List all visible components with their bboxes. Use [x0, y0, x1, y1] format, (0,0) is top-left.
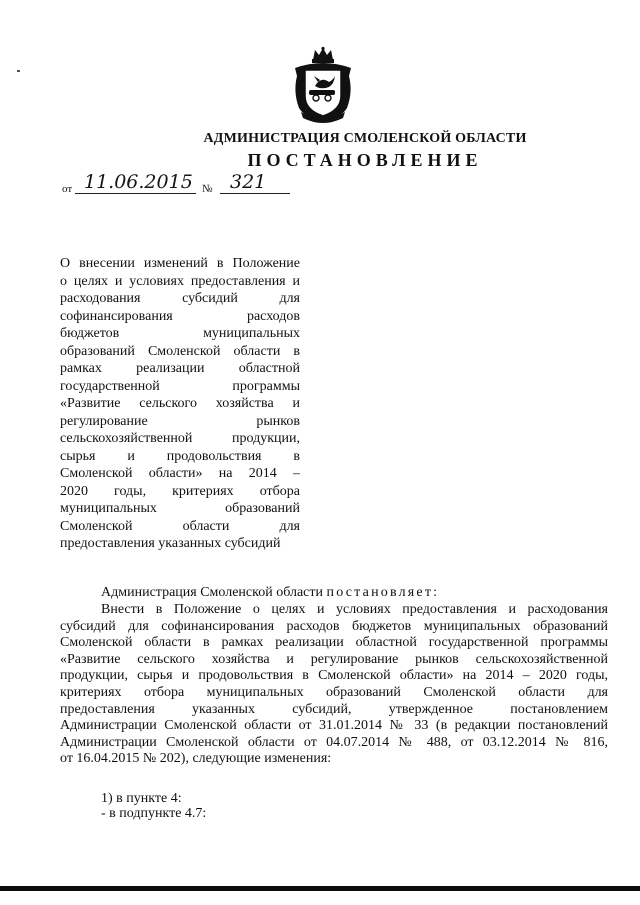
- body-paragraph: [60, 602, 608, 768]
- preamble-action: постановляет:: [326, 585, 440, 600]
- subject-line: софинансирования расходов: [60, 308, 300, 324]
- list-item: 1) в пункте 4:: [101, 791, 182, 806]
- body-line: Администрации Смоленской области от 04.07.2014 № 488, от 03.12.2014 № 816,: [60, 734, 608, 750]
- body-line: критериях отбора муниципальных образований Смоленской области для: [60, 684, 608, 700]
- organization-title: АДМИНИСТРАЦИЯ СМОЛЕНСКОЙ ОБЛАСТИ: [203, 131, 527, 146]
- subject-line: о целях и условиях предоставления и: [60, 273, 300, 289]
- subject-line: регулирование рынков: [60, 413, 300, 429]
- preamble: [101, 585, 439, 601]
- document-subject: [60, 255, 300, 553]
- subject-line: государственной программы: [60, 378, 300, 394]
- preamble-text: Администрация Смоленской области: [101, 585, 324, 600]
- body-line: продукции, сырья и продовольствия в Смоленской области» на 2014 – 2020 годы,: [60, 668, 608, 684]
- document-type-title: ПОСТАНОВЛЕНИЕ: [247, 150, 483, 170]
- handwritten-date: 11.06.2015: [84, 171, 193, 193]
- subject-line: Смоленской области для: [60, 518, 300, 534]
- subject-line: расходования субсидий для: [60, 291, 300, 306]
- subject-line: рамках реализации областной: [60, 361, 300, 376]
- subject-line: бюджетов муниципальных: [60, 326, 300, 341]
- body-line: предоставления указанных субсидий, утвержденное постановлением: [60, 701, 608, 717]
- body-line: Смоленской области в рамках реализации областной государственной программы: [60, 635, 608, 651]
- bottom-divider: [0, 886, 640, 891]
- body-line: «Развитие сельского хозяйства и регулирование рынков сельскохозяйственной: [60, 651, 608, 667]
- date-number-line: [62, 171, 302, 198]
- list-item: - в подпункте 4.7:: [101, 806, 207, 821]
- number-label: №: [202, 183, 213, 195]
- subject-line: сырья и продовольствия в: [60, 448, 300, 464]
- subject-line: «Развитие сельского хозяйства и: [60, 396, 300, 411]
- date-underline: [75, 193, 196, 194]
- subject-line: образований Смоленской области в: [60, 343, 300, 359]
- smolensk-coat-of-arms-icon: [287, 46, 359, 124]
- handwritten-number: 321: [230, 171, 267, 193]
- subject-line: Смоленской области» на 2014 –: [60, 466, 300, 481]
- body-line: Внести в Положение о целях и условиях предоставления и расходования: [101, 602, 608, 617]
- scan-speck: [17, 70, 20, 72]
- body-line: Администрации Смоленской области от 31.01.2014 № 33 (в редакции постановлений: [60, 718, 608, 734]
- body-line: от 16.04.2015 № 202), следующие изменения:: [60, 751, 332, 767]
- subject-line: предоставления указанных субсидий: [60, 536, 281, 551]
- subject-line: сельскохозяйственной продукции,: [60, 431, 300, 446]
- body-line: субсидий для софинансирования расходов бюджетов муниципальных образований: [60, 618, 608, 634]
- date-label: от: [62, 183, 73, 195]
- subject-line: муниципальных образований: [60, 501, 300, 516]
- number-underline: [220, 193, 290, 194]
- subject-line: О внесении изменений в Положение: [60, 256, 300, 271]
- subject-line: 2020 годы, критериях отбора: [60, 483, 300, 499]
